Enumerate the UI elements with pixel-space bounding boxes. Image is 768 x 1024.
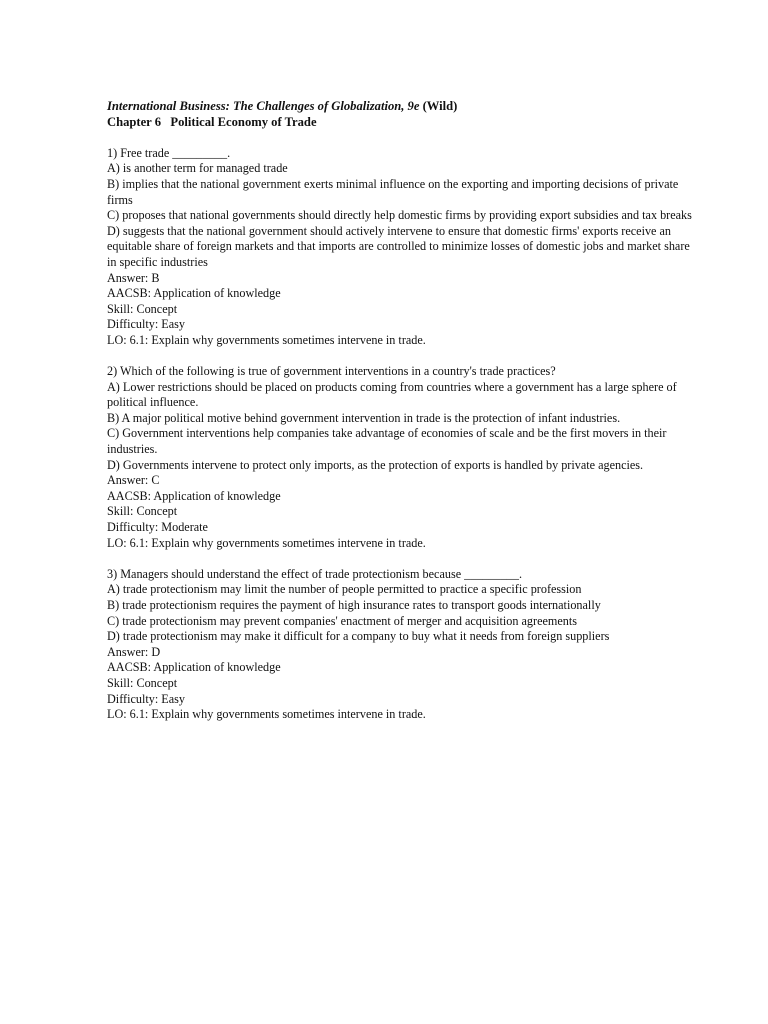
option-a: A) is another term for managed trade	[107, 161, 288, 176]
question-3	[107, 567, 697, 723]
book-title-line	[107, 99, 697, 115]
document-page	[107, 99, 697, 723]
option-a: A) Lower restrictions should be placed on products coming from countries where a government has a large sphere of political influence.	[107, 379, 677, 410]
option-c: C) proposes that national governments should directly help domestic firms by providing export subsidies and tax breaks	[107, 208, 692, 223]
question-stem: 1) Free trade _________.	[107, 145, 231, 160]
option-d: D) trade protectionism may make it difficult for a company to buy what it needs from foreign suppliers	[107, 629, 610, 644]
question-1	[107, 146, 697, 349]
answer: Answer: B	[107, 270, 160, 285]
header-spacer	[107, 130, 697, 146]
difficulty: Difficulty: Easy	[107, 317, 185, 332]
book-title: International Business: The Challenges of Globalization, 9e	[107, 99, 420, 113]
difficulty: Difficulty: Easy	[107, 691, 185, 706]
option-b: B) A major political motive behind government intervention in trade is the protection of infant industries.	[107, 410, 621, 425]
aacsb: AACSB: Application of knowledge	[107, 286, 281, 301]
option-c: C) trade protectionism may prevent companies' enactment of merger and acquisition agreements	[107, 613, 578, 628]
aacsb: AACSB: Application of knowledge	[107, 660, 281, 675]
skill: Skill: Concept	[107, 301, 178, 316]
difficulty: Difficulty: Moderate	[107, 520, 208, 535]
option-b: B) implies that the national government exerts minimal influence on the exporting and importing decisions of private firms	[107, 176, 679, 207]
skill: Skill: Concept	[107, 504, 178, 519]
skill: Skill: Concept	[107, 675, 178, 690]
question-stem: 2) Which of the following is true of government interventions in a country's trade practices?	[107, 364, 556, 379]
learning-objective: LO: 6.1: Explain why governments sometimes intervene in trade.	[107, 332, 426, 347]
option-c: C) Government interventions help companies take advantage of economies of scale and be the first movers in their industries.	[107, 426, 667, 457]
option-d: D) Governments intervene to protect only imports, as the protection of exports is handled by private agencies.	[107, 457, 644, 472]
option-d: D) suggests that the national government should actively intervene to ensure that domestic firms' exports receive an equitable share of foreign markets and that imports are controlled to minimize losses of domestic jobs and market share in specific industries	[107, 223, 690, 269]
aacsb: AACSB: Application of knowledge	[107, 488, 281, 503]
chapter-title: Chapter 6 Political Economy of Trade	[107, 114, 317, 129]
question-2	[107, 364, 697, 551]
answer: Answer: D	[107, 644, 161, 659]
answer: Answer: C	[107, 473, 160, 488]
question-stem: 3) Managers should understand the effect of trade protectionism because _________.	[107, 566, 523, 581]
learning-objective: LO: 6.1: Explain why governments sometimes intervene in trade.	[107, 535, 426, 550]
option-b: B) trade protectionism requires the payment of high insurance rates to transport goods internationally	[107, 598, 601, 612]
option-a: A) trade protectionism may limit the number of people permitted to practice a specific profession	[107, 582, 582, 597]
learning-objective: LO: 6.1: Explain why governments sometimes intervene in trade.	[107, 707, 426, 722]
book-author: (Wild)	[422, 99, 458, 113]
